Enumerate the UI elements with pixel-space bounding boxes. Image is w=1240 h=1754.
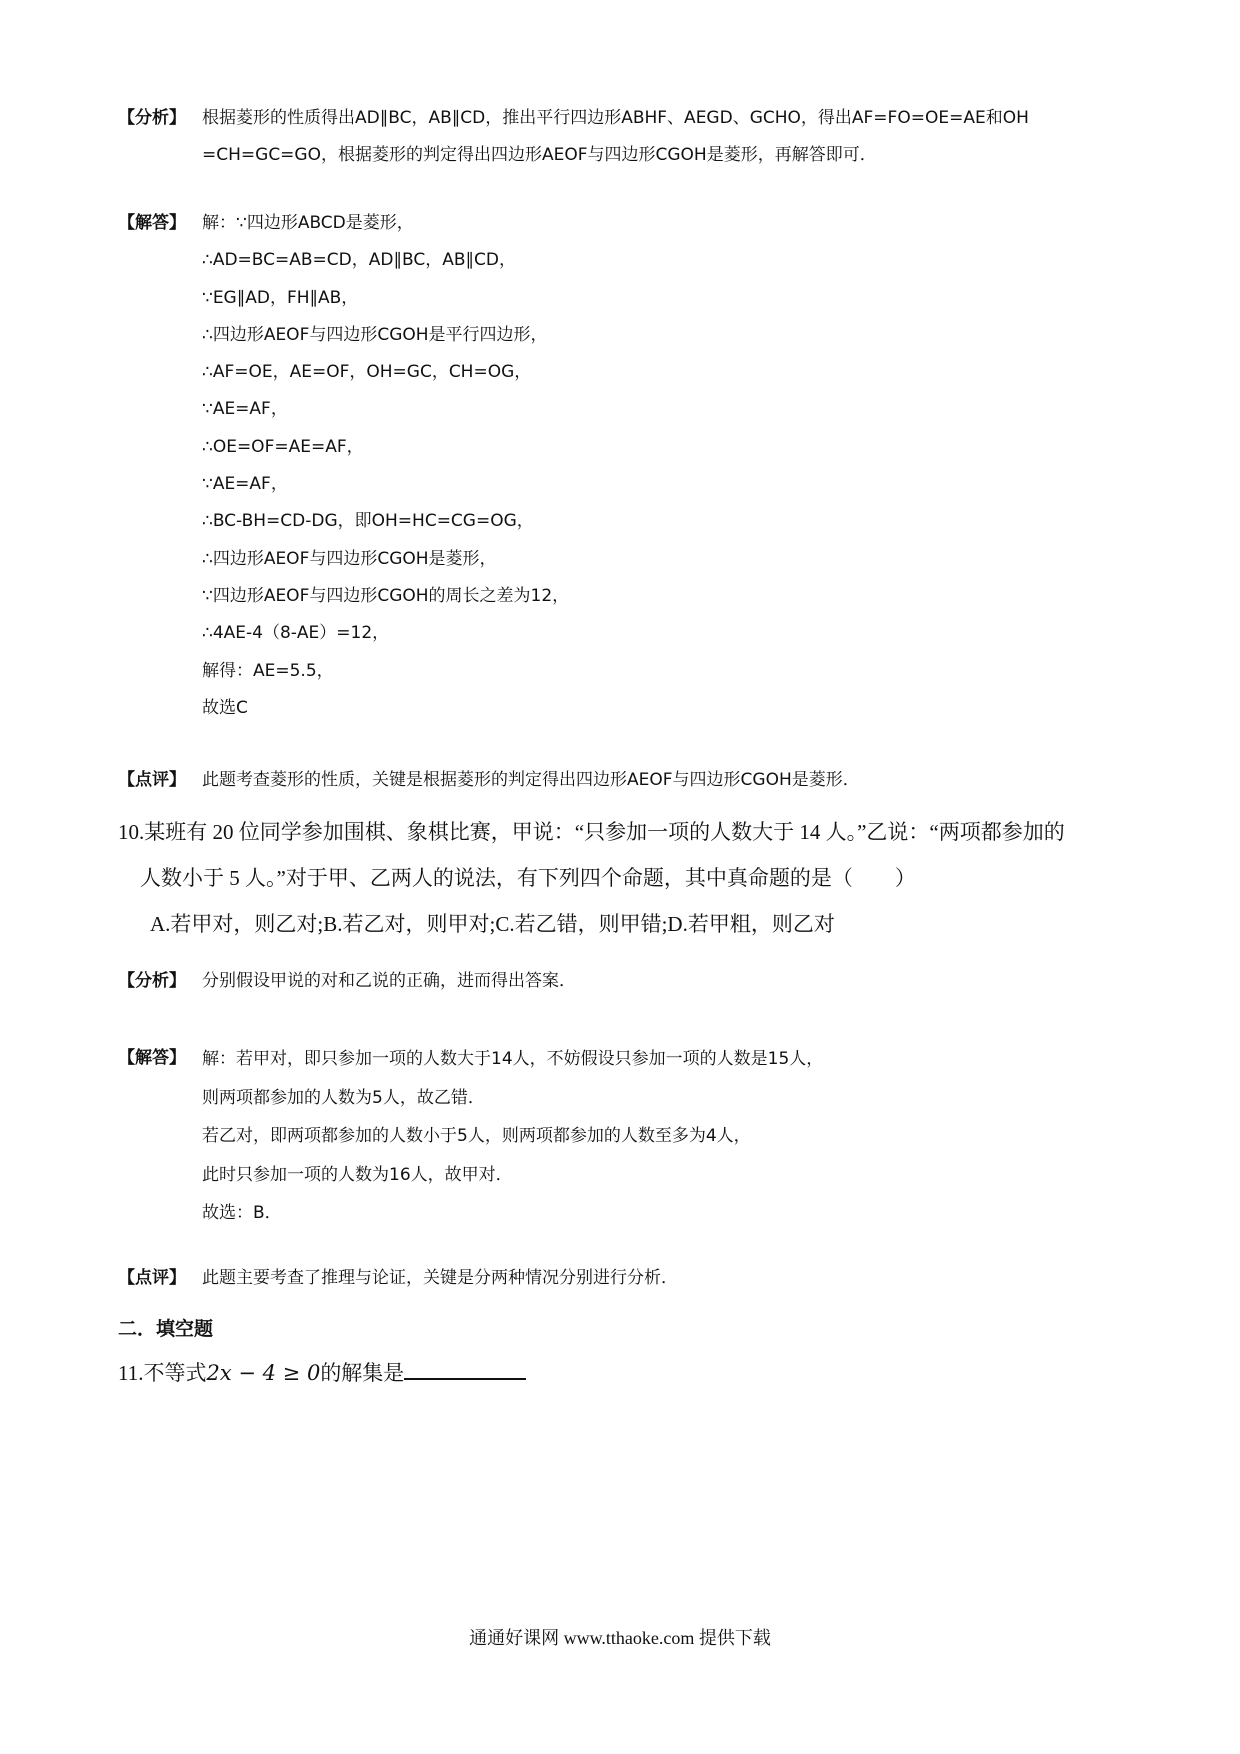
section-heading-fill-in-blank: 二．填空题 [118, 1318, 214, 1340]
analysis-block-2 [118, 963, 1128, 1000]
question-10 [118, 809, 1128, 947]
comment-text: 此题考查菱形的性质，关键是根据菱形的判定得出四边形AEOF与四边形CGOH是菱形． [202, 770, 860, 790]
page-footer: 通通好课网 www.tthaoke.com 提供下载 [469, 1628, 771, 1648]
comment-block-2 [118, 1260, 1128, 1297]
answer-lines [202, 205, 569, 727]
answer-line: 解：∵四边形ABCD是菱形， [202, 213, 414, 233]
answer-line: ∴四边形AEOF与四边形CGOH是平行四边形， [202, 324, 548, 345]
answer-block-1 [118, 205, 1128, 727]
answer-line: 解得：AE=5.5， [202, 660, 334, 681]
comment-tag: 【点评】 [118, 1268, 186, 1288]
answer-line: 故选：B． [202, 1203, 282, 1223]
answer-line: 若乙对，即两项都参加的人数小于5人，则两项都参加的人数至多为4人， [202, 1126, 751, 1146]
answer-line: ∴BC-BH=CD-DG，即OH=HC=CG=OG， [202, 511, 534, 532]
analysis-text: 分别假设甲说的对和乙说的正确，进而得出答案． [202, 971, 576, 991]
answer-line: ∴4AE-4（8-AE）=12， [202, 623, 390, 644]
answer-blank [404, 1356, 526, 1380]
question-11-prefix: 11.不等式 [118, 1361, 207, 1385]
answer-line: 此时只参加一项的人数为16人，故甲对． [202, 1164, 513, 1185]
comment-tag: 【点评】 [118, 770, 186, 790]
comment-block-1 [118, 762, 1128, 799]
question-10-line-1: 10.某班有 20 位同学参加围棋、象棋比赛，甲说：“只参加一项的人数大于 14 人。”乙说：“两项都参加的 [118, 820, 1065, 844]
analysis-text-line-1: 根据菱形的性质得出AD∥BC，AB∥CD，推出平行四边形ABHF、AEGD、GCHO，得出AF=FO=OE=AE和OH [202, 108, 1029, 128]
question-11 [118, 1350, 1128, 1396]
analysis-tag: 【分析】 [118, 971, 186, 991]
answer-line: 故选C [202, 697, 248, 718]
inequality-expression: 2x − 4 ≥ 0 [206, 1361, 321, 1385]
answer-block-2 [118, 1040, 1128, 1233]
answer-line: 则两项都参加的人数为5人，故乙错． [202, 1087, 485, 1108]
answer-line: ∵四边形AEOF与四边形CGOH的周长之差为12， [202, 585, 570, 606]
analysis-text-line-2: =CH=GC=GO，根据菱形的判定得出四边形AEOF与四边形CGOH是菱形，再解答即可． [202, 145, 877, 165]
answer-line: ∵AE=AF， [202, 399, 288, 420]
answer-line: ∴四边形AEOF与四边形CGOH是菱形， [202, 548, 497, 569]
answer-line: ∴AD=BC=AB=CD，AD∥BC，AB∥CD， [202, 250, 516, 271]
answer-line: 解：若甲对，即只参加一项的人数大于14人，不妨假设只参加一项的人数是15人， [202, 1049, 824, 1069]
analysis-block-1 [118, 100, 1128, 174]
analysis-tag: 【分析】 [118, 108, 186, 128]
question-10-options: A.若甲对，则乙对;B.若乙对，则甲对;C.若乙错，则甲错;D.若甲粗，则乙对 [150, 912, 835, 936]
question-11-suffix: 的解集是 [320, 1361, 405, 1385]
answer-line: ∵EG∥AD，FH∥AB， [202, 287, 359, 308]
answer-lines [202, 1040, 823, 1233]
answer-line: ∴AF=OE，AE=OF，OH=GC，CH=OG， [202, 362, 532, 383]
comment-text: 此题主要考查了推理与论证，关键是分两种情况分别进行分析． [202, 1268, 678, 1288]
answer-line: ∴OE=OF=AE=AF， [202, 436, 364, 457]
answer-line: ∵AE=AF， [202, 474, 288, 495]
question-10-line-2: 人数小于 5 人。”对于甲、乙两人的说法，有下列四个命题，其中真命题的是（ ） [140, 866, 916, 890]
answer-tag: 【解答】 [118, 213, 186, 233]
answer-tag: 【解答】 [118, 1048, 186, 1068]
